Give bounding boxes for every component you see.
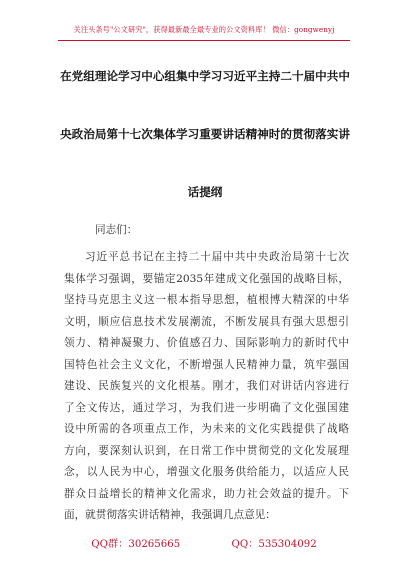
body-line: 面，就贯彻落实讲话精神，我强调几点意见：	[64, 509, 276, 521]
body-line: 国特色社会主义文化，不断增强人民精神力量，筑牢强国	[64, 358, 349, 371]
qq-group-number: QQ群：30265665	[91, 539, 181, 550]
contact-footer	[0, 535, 408, 550]
body-line: 设中所需的各项重点工作，为未来的文化实践提供了战略	[64, 423, 349, 435]
body-line: 方向，要深刻认识到，在日常工作中贯彻党的文化发展理	[64, 444, 349, 457]
body-line: 集体学习强调，要锚定2035年建成文化强国的战略目标，	[64, 272, 349, 285]
header-divider	[58, 40, 350, 41]
body-line: 念，以人民为中心，增强文化服务供给能力，以适应人民	[64, 466, 349, 478]
body-paragraph	[64, 247, 349, 527]
body-line: 群众日益增长的精神文化需求，助力社会效益的提升。下	[64, 487, 349, 500]
body-line: 建设、民族复兴的文化根基。刚才，我们对讲话内容进行	[64, 380, 349, 392]
body-line: 文明，顺应信息技术发展潮流，不断发展具有强大思想引	[64, 315, 349, 328]
promo-banner: 关注头条号"公文研究"，获得最新最全最专业的公文资料库！ 微信：gongwenyj	[73, 25, 335, 34]
body-line: 领力、精神凝聚力、价值感召力、国际影响力的新时代中	[64, 337, 349, 349]
body-line: 了全文传达，通过学习，为我们进一步明确了文化强国建	[64, 401, 349, 414]
document-title-line-1: 在党组理论学习中心组集中学习习近平主持二十届中共中	[60, 69, 350, 83]
qq-number: QQ：535304092	[231, 539, 317, 550]
document-title-line-2: 央政治局第十七次集体学习重要讲话精神时的贯彻落实讲	[60, 127, 350, 141]
body-line: 习近平总书记在主持二十届中共中央政治局第十七次	[85, 251, 349, 263]
body-line: 坚持马克思主义这一根本指导思想，植根博大精深的中华	[64, 294, 349, 306]
document-title-line-3: 话提纲	[187, 185, 223, 199]
salutation: 同志们：	[95, 224, 138, 236]
